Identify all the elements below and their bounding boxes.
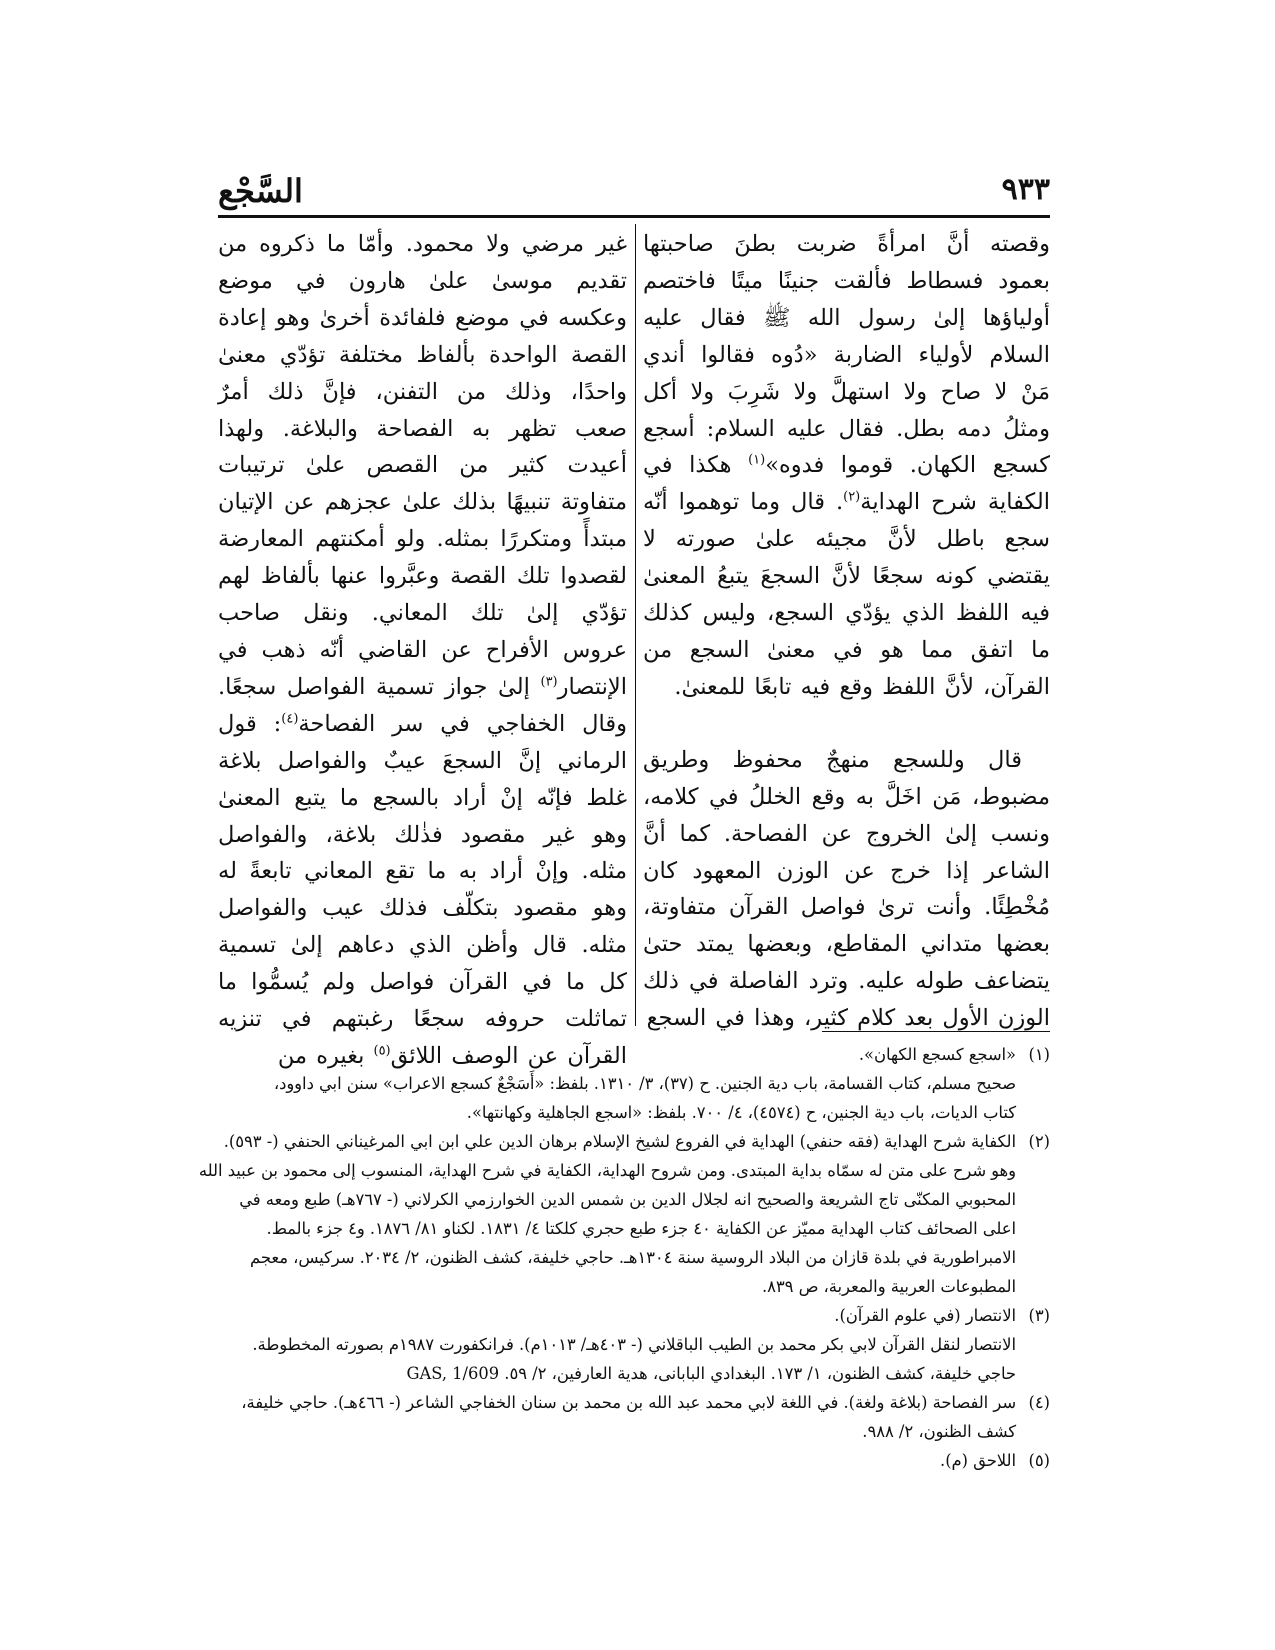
text-line: صاحب عروس الأفراح عن القاضي أنّه ذهب <box>218 600 627 663</box>
footnote-line: اللاحق (م). <box>940 1451 1016 1470</box>
text-line: . قال وما <box>750 489 844 516</box>
footnote-line: المطبوعات العربية والمعربة، ص ٨٣٩. <box>761 1277 1016 1296</box>
text-line: لا يقتضي كونه سجعًا لأنَّ السجعَ يتبعُ المعنىٰ <box>643 526 1050 590</box>
text-line: ولم يُسمُّوا ما تماثلت حروفه سجعًا رغبتهم في <box>218 969 628 1033</box>
text-line: الذي دعاهم إلىٰ تسمية كل ما في القرآن فواصل <box>218 932 628 996</box>
footnote-line: الانتصار لنقل القرآن لابي بكر محمد بن الطيب الباقلاني (- ٤٠٣هـ/ ١٠١٣م). فرانكفورت ١٩٨٧م بصورته المخطوطة. <box>252 1335 1016 1354</box>
footnote-line: المحبوبي المكنّى تاج الشريعة والصحيح انه لجلال الدين بن شمس الدين الخوارزمي الكرلاني (- ٧٦٧هـ) طبع ومعه في <box>239 1190 1016 1209</box>
right-paragraph-1 <box>643 226 1050 706</box>
text-line: اتفق مما هو في معنىٰ السجع من القرآن، لأنَّ <box>643 636 1050 700</box>
text-line: رسول الله ﷺ فقال عليه السلام لأولياء الضاربة <box>643 304 1050 368</box>
text-line: توهموا أنّه سجع باطل لأنَّ مجيئه علىٰ صورته <box>643 489 1050 553</box>
text-line: تقديم موسىٰ علىٰ هارون في موضع وعكسه في <box>218 267 627 331</box>
right-text-column <box>643 226 1050 1037</box>
text-line: بألفاظ لهم تؤدّي إلىٰ تلك المعاني. ونقل <box>218 563 628 627</box>
footnote-ref-3[interactable]: (٣) <box>540 674 558 690</box>
footnote-number: (٣) <box>1028 1306 1050 1325</box>
text-line: إلىٰ جواز تسمية الفواصل <box>286 673 541 700</box>
header-rule <box>218 215 1050 218</box>
text-line: ترتيبات متفاوتة تنبيهًا بذلك علىٰ عجزهم عن <box>218 452 628 516</box>
text-line: الشاعر إذا خرج عن الوزن المعهود كان <box>643 857 1050 884</box>
text-line: المعارضة لقصدوا تلك القصة وعبَّروا عنها <box>218 526 627 590</box>
text-line: قال وللسجع منهجٌ محفوظ وطريق <box>643 746 1022 773</box>
text-line: يتضاعف طوله عليه. وترد الفاصلة في ذلك <box>643 968 1050 995</box>
footnote-2 <box>198 1127 1050 1301</box>
text-line: السلام: أسجع كسجع الكهان. قوموا فدوه» <box>643 415 1051 479</box>
footnote-line: حاجي خليفة، كشف الظنون، ١/ ١٧٣. البغدادي البابانى، هدية العارفين، ٢/ ٥٩. GAS, 1/609 <box>406 1364 1016 1383</box>
text-line: فسطاط فألقت جنينًا ميتًا فاختصم أولياؤها إلىٰ <box>643 267 1050 331</box>
footnote-number: (٥) <box>1028 1451 1050 1470</box>
footnote-ref-5[interactable]: (٥) <box>373 1043 391 1059</box>
text-line: مُخْطِئًا. وأنت ترىٰ فواصل القرآن متفاوتة، <box>643 894 1050 921</box>
text-line: الوزن الأول بعد كلام كثير، وهذا في السجع <box>646 1005 1050 1032</box>
footnote-line: كتاب الديات، باب دية الجنين، ح (٤٥٧٤)، ٤/ ٧٠٠. بلفظ: «اسجع الجاهلية وكهانتها». <box>466 1103 1016 1122</box>
text-line: في الإنتصار <box>218 636 627 700</box>
text-line: بعضها متداني المقاطع، وبعضها يمتد حتىٰ <box>643 931 1050 958</box>
text-line: بألفاظ مختلفة تؤدّي معنىٰ واحدًا، وذلك من <box>218 341 627 405</box>
text-line: اللفظ وقع فيه تابعًا للمعنىٰ. <box>674 673 936 700</box>
chapter-title: السَّجْع <box>218 172 303 210</box>
footnote-ref-1[interactable]: (١) <box>748 452 766 468</box>
text-line: الإتيان مبتدأً ومتكررًا بمثله. ولو أمكنتهم <box>218 489 628 553</box>
text-line: غلط فإنّه إنْ أراد بالسجع ما يتبع المعنىٰ وهو <box>218 784 627 848</box>
text-line: والبلاغة. ولهذا أعيدت كثير من القصص علىٰ <box>218 415 627 479</box>
footnote-line: اعلى الصحائف كتاب الهداية مميّز عن الكفاية ٤٠ جزء طبع حجري كلكتا ٤/ ١٨٣١. لكناو ٨١/ ١٨٧٦. و٤ جزء بالمط. <box>266 1219 1016 1238</box>
text-line: مضبوط، مَن اخَلَّ به وقع الخللُ في كلامه، <box>643 783 1050 810</box>
text-line: بتكلّف فذلك عيب والفواصل مثله. قال وأظن <box>218 895 627 959</box>
text-line: وقصته أنَّ امرأةً ضربت بطنَ صاحبتها بعمود <box>643 231 1050 294</box>
column-divider <box>635 224 636 1026</box>
footnote-line: سر الفصاحة (بلاغة ولغة). في اللغة لابي محمد عبد الله بن محمد بن سنان الخفاجي الشاعر (- ٤٦٦هـ). حاجي خليفة، <box>241 1393 1016 1412</box>
text-line: قول الرماني إنَّ السجعَ عيبٌ والفواصل بلاغة <box>218 710 627 774</box>
right-paragraph-2 <box>643 742 1050 1037</box>
footnote-line: كشف الظنون، ٢/ ٩٨٨. <box>862 1422 1016 1441</box>
text-line: «دُوه فقالوا أندي مَنْ لا صاح ولا استهلَّ ولا <box>643 341 1051 405</box>
footnote-line: صحيح مسلم، كتاب القسامة، باب دية الجنين. ح (٣٧)، ٣/ ١٣١٠. بلفظ: «أَسَجْعٌ كسجع الاعراب» سنن ابي داوود، <box>273 1074 1016 1093</box>
text-line: غير مرضي ولا محمود. وأمّا ما ذكروه من <box>218 231 627 257</box>
running-header <box>218 172 1050 212</box>
text-line: تنزيه القرآن عن الوصف اللائق <box>218 1006 627 1069</box>
page-number: ٩٣٣ <box>1001 172 1050 207</box>
footnote-line: الانتصار (في علوم القرآن). <box>834 1306 1016 1325</box>
text-line: هكذا في الكفاية شرح الهداية <box>643 452 1050 516</box>
footnote-line: «اسجع كسجع الكهان». <box>858 1045 1016 1064</box>
left-text-column <box>218 226 627 1075</box>
footnote-ref-4[interactable]: (٤) <box>281 711 299 727</box>
footnote-4 <box>218 1388 1050 1446</box>
text-line: بغيره من <box>277 1042 374 1069</box>
footnote-ref-2[interactable]: (٢) <box>843 489 861 505</box>
footnote-line: وهو شرح على متن له سمّاه بداية المبتدى. ومن شروح الهداية، الكفاية في شرح الهداية، المنسوب إلى محمود بن عبيد الله <box>198 1161 1016 1180</box>
footnote-line: الكفاية شرح الهداية (فقه حنفي) الهداية في الفروع لشيخ الإسلام برهان الدين علي ابن ابي المرغيناني الحنفي (- ٥٩٣). <box>223 1132 1016 1151</box>
text-line: فيه اللفظ الذي يؤدّي السجع، وليس كذلك ما <box>643 600 1051 663</box>
text-line: شَرِبَ ولا أكل ومثلُ دمه بطل. فقال عليه <box>643 378 1051 442</box>
footnote-3 <box>218 1301 1050 1388</box>
text-line: : <box>273 710 282 737</box>
text-line: التفنن، فإنَّ ذلك أمرٌ صعب تظهر به الفصاحة <box>218 378 627 442</box>
footnote-5 <box>218 1446 1050 1475</box>
text-line: ونسب إلىٰ الخروج عن الفصاحة. كما أنَّ <box>643 820 1050 847</box>
footnote-number: (١) <box>1028 1045 1050 1064</box>
left-paragraph <box>218 226 627 1075</box>
footnote-1 <box>218 1040 1050 1127</box>
footnote-number: (٤) <box>1028 1393 1050 1412</box>
footnote-line: الامبراطورية في بلدة قازان من البلاد الروسية سنة ١٣٠٤هـ. حاجي خليفة، كشف الظنون، ٢/ ٢٠٣٤. سركيس، معجم <box>250 1248 1016 1267</box>
text-line: موضع فلفائدة أخرىٰ وهو إعادة القصة الواحدة <box>218 304 627 368</box>
footnote-number: (٢) <box>1028 1132 1050 1151</box>
footnotes <box>198 1040 1050 1475</box>
text-line: أراد به ما تقع المعاني تابعةً له وهو مقصود <box>218 858 627 922</box>
text-line: غير مقصود فذٰلك بلاغة، والفواصل مثله. وإنْ <box>218 821 627 885</box>
footnote-separator <box>822 1031 1050 1032</box>
text-line: سجعًا. وقال الخفاجي في سر الفصاحة <box>218 673 627 737</box>
